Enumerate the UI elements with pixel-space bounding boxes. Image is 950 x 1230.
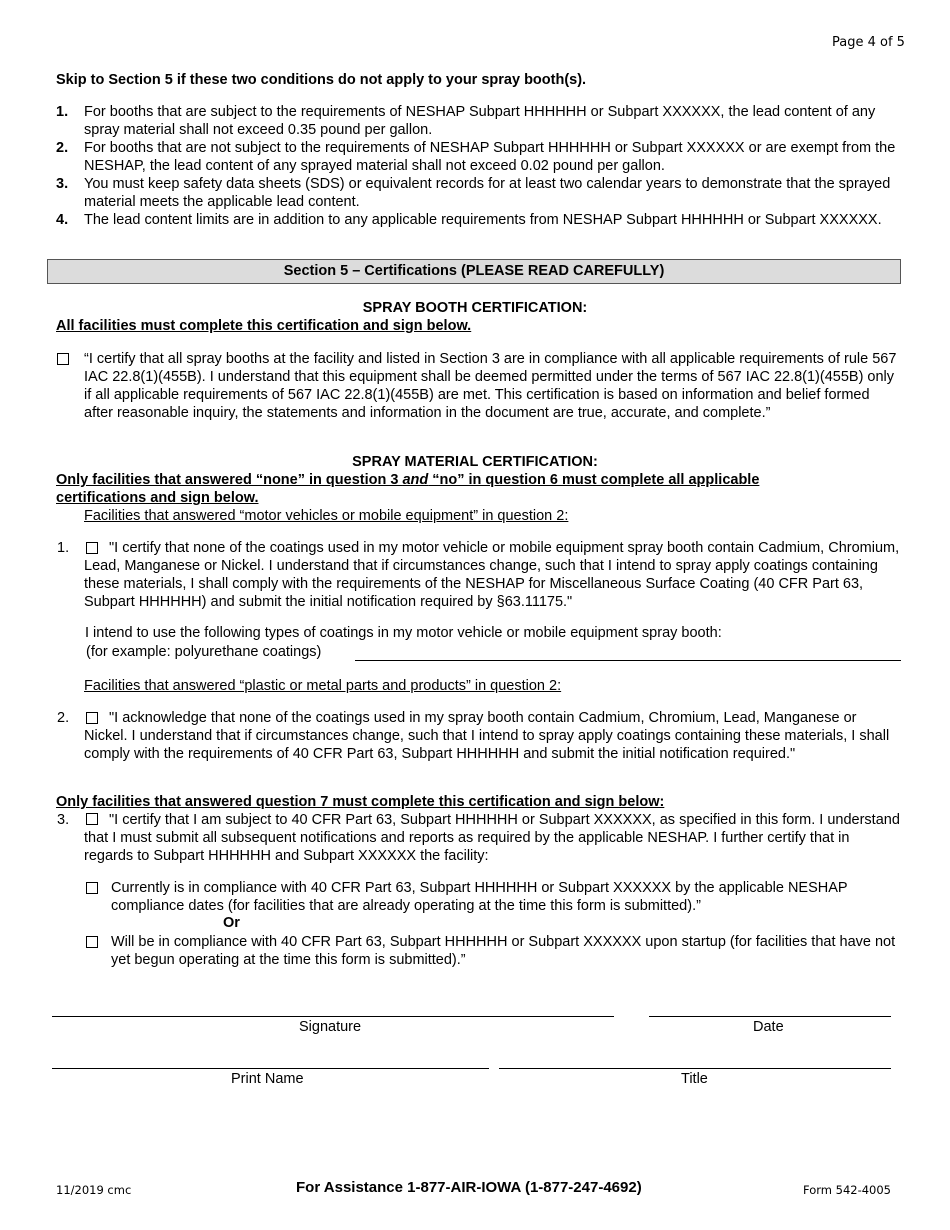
- date-label: Date: [753, 1019, 784, 1035]
- conditions-list: [56, 103, 906, 229]
- condition-number: 4.: [56, 212, 69, 228]
- item-3-statement: "I certify that I am subject to 40 CFR Part 63, Subpart HHHHHH or Subpart XXXXXX, as specified in this form. I understand that I must submit all subsequent notifications and reports as required by the applicable NESHAP. I further certify that in regards to Subpart HHHHHH and Subpart XXXXXX the facility:: [84, 812, 900, 864]
- skip-instruction: Skip to Section 5 if these two conditions do not apply to your spray booth(s).: [56, 72, 587, 88]
- condition-number: 2.: [56, 140, 69, 156]
- date-line[interactable]: [649, 1016, 891, 1017]
- option-a-checkbox[interactable]: [86, 882, 98, 894]
- instruction-part2: “no” in question 6 must complete all applicable certifications and sign below.: [56, 472, 760, 506]
- section-5-header: Section 5 – Certifications (PLEASE READ CAREFULLY): [47, 259, 901, 284]
- option-a-text: Currently is in compliance with 40 CFR Part 63, Subpart HHHHHH or Subpart XXXXXX by the applicable NESHAP compliance dates (for facilities that are already operating at the time this form is submitted).”: [111, 880, 848, 914]
- title-line[interactable]: [499, 1068, 891, 1069]
- item-3-number: 3.: [57, 812, 70, 828]
- booth-cert-heading: SPRAY BOOTH CERTIFICATION:: [362, 300, 588, 316]
- footer-assistance: For Assistance 1-877-AIR-IOWA (1-877-247-4692): [296, 1179, 642, 1196]
- motor-vehicles-heading: Facilities that answered “motor vehicles or mobile equipment” in question 2:: [84, 508, 569, 524]
- item-1-statement: "I certify that none of the coatings used in my motor vehicle or mobile equipment spray booth contain Cadmium, Chromium, Lead, Manganese or Nickel. I understand that if circumstances change, such that I intend to spray apply coatings containing these materials, I shall comply with the requirements of the NESHAP for Miscellaneous Surface Coating (40 CFR Part 63, Subpart HHHHHH) and submit the initial notification required by §63.11175.": [84, 540, 900, 610]
- condition-item: [56, 211, 906, 229]
- condition-text: For booths that are not subject to the requirements of NESHAP Subpart HHHHHH or Subpart XXXXXX or are exempt from the NESHAP, the lead content of any sprayed material shall not exceed 0.02 pound per gallon.: [84, 140, 896, 174]
- page-number: Page 4 of 5: [832, 35, 905, 50]
- option-b-checkbox[interactable]: [86, 936, 98, 948]
- footer-date-code: 11/2019 cmc: [56, 1183, 132, 1197]
- material-cert-heading: SPRAY MATERIAL CERTIFICATION:: [352, 454, 598, 470]
- q7-cert-instruction: Only facilities that answered question 7 must complete this certification and sign below:: [56, 794, 665, 810]
- condition-text: You must keep safety data sheets (SDS) or equivalent records for at least two calendar years to demonstrate that the sprayed material meets the applicable lead content.: [84, 176, 891, 210]
- booth-cert-statement: “I certify that all spray booths at the facility and listed in Section 3 are in compliance with all applicable requirements of rule 567 IAC 22.8(1)(455B). I understand that this equipment shall be deemed permitted under the terms of 567 IAC 22.8(1)(455B) only if all applicable requirements of 567 IAC 22.8(1)(455B) are met. This certification is based on information and belief formed after reasonable inquiry, the statements and information in the document are true, accurate, and complete.”: [84, 351, 897, 421]
- condition-number: 1.: [56, 104, 69, 120]
- signature-line[interactable]: [52, 1016, 614, 1017]
- condition-text: For booths that are subject to the requirements of NESHAP Subpart HHHHHH or Subpart XXXXXX, the lead content of any spray material shall not exceed 0.35 pound per gallon.: [84, 104, 876, 138]
- booth-cert-checkbox[interactable]: [57, 353, 69, 365]
- footer-form-number: Form 542-4005: [803, 1183, 891, 1197]
- item-1-number: 1.: [57, 540, 70, 556]
- option-b-text: Will be in compliance with 40 CFR Part 63, Subpart HHHHHH or Subpart XXXXXX upon startup (for facilities that have not yet begun operating at the time this form is submitted).”: [111, 934, 896, 968]
- print-name-line[interactable]: [52, 1068, 489, 1069]
- condition-number: 3.: [56, 176, 69, 192]
- material-cert-instruction: [56, 471, 846, 507]
- signature-label: Signature: [299, 1019, 362, 1035]
- condition-item: [56, 175, 906, 211]
- condition-text: The lead content limits are in addition to any applicable requirements from NESHAP Subpart HHHHHH or Subpart XXXXXX.: [84, 212, 882, 228]
- item-2-number: 2.: [57, 710, 70, 726]
- plastic-metal-heading: Facilities that answered “plastic or metal parts and products” in question 2:: [84, 678, 562, 694]
- coatings-input-line[interactable]: [355, 660, 901, 661]
- coatings-prompt: I intend to use the following types of coatings in my motor vehicle or mobile equipment spray booth:: [85, 625, 722, 641]
- instruction-part1: Only facilities that answered “none” in question 3: [56, 472, 403, 488]
- condition-item: [56, 139, 906, 175]
- condition-item: [56, 103, 906, 139]
- or-label: Or: [223, 915, 240, 931]
- print-name-label: Print Name: [231, 1071, 304, 1087]
- booth-cert-instruction: All facilities must complete this certification and sign below.: [56, 318, 472, 334]
- instruction-and: and: [402, 472, 429, 488]
- title-label: Title: [681, 1071, 708, 1087]
- item-2-statement: "I acknowledge that none of the coatings used in my spray booth contain Cadmium, Chromium, Lead, Manganese or Nickel. I understand that if circumstances change, such that I intend to spray apply coatings containing these materials, I shall comply with the requirements of 40 CFR Part 63, Subpart HHHHHH and submit the initial notification required.": [84, 710, 890, 762]
- coatings-example: (for example: polyurethane coatings): [86, 644, 322, 660]
